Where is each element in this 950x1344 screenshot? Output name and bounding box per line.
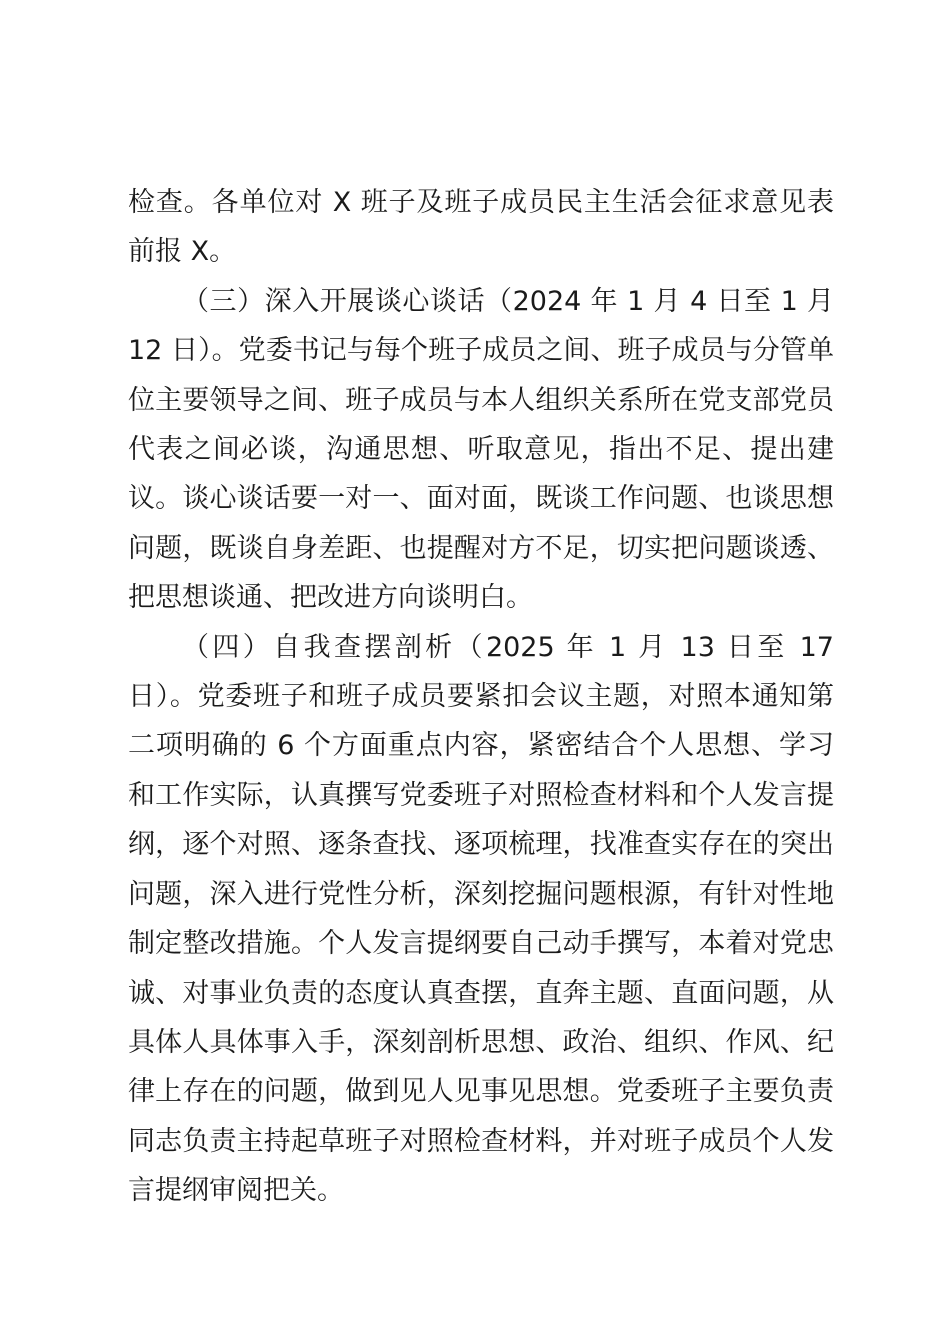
paragraph-continuation: 检查。各单位对 X 班子及班子成员民主生活会征求意见表前报 X。 <box>128 187 834 268</box>
paragraph-section-four-self-examination: （四）自我查摆剖析（2025 年 1 月 13 日至 17 日）。党委班子和班子成员要紧扣会议主题，对照本通知第二项明确的 6 个方面重点内容，紧密结合个人思想、学习和工作实际，认真撰写党委班子对照检查材料和个人发言提纲，逐个对照、逐条查找、逐项梳理，找准查实存在的突出问题，深入进行党性分析，深刻挖掘问题根源，有针对性地制定整改措施。个人发言提纲要自己动手撰写，本着对党忠诚、对事业负责的态度认真查摆，直奔主题、直面问题，从具体人具体事入手，深刻剖析思想、政治、组织、作风、纪律上存在的问题，做到见人见事见思想。党委班子主要负责同志负责主持起草班子对照检查材料，并对班子成员个人发言提纲审阅把关。 <box>128 631 834 1207</box>
document-page <box>128 178 834 1216</box>
paragraph-section-three-talks: （三）深入开展谈心谈话（2024 年 1 月 4 日至 1 月 12 日）。党委书记与每个班子成员之间、班子成员与分管单位主要领导之间、班子成员与本人组织关系所在党支部党员代表之间必谈，沟通思想、听取意见，指出不足、提出建议。谈心谈话要一对一、面对面，既谈工作问题、也谈思想问题，既谈自身差距、也提醒对方不足，切实把问题谈透、把思想谈通、把改进方向谈明白。 <box>128 285 834 614</box>
